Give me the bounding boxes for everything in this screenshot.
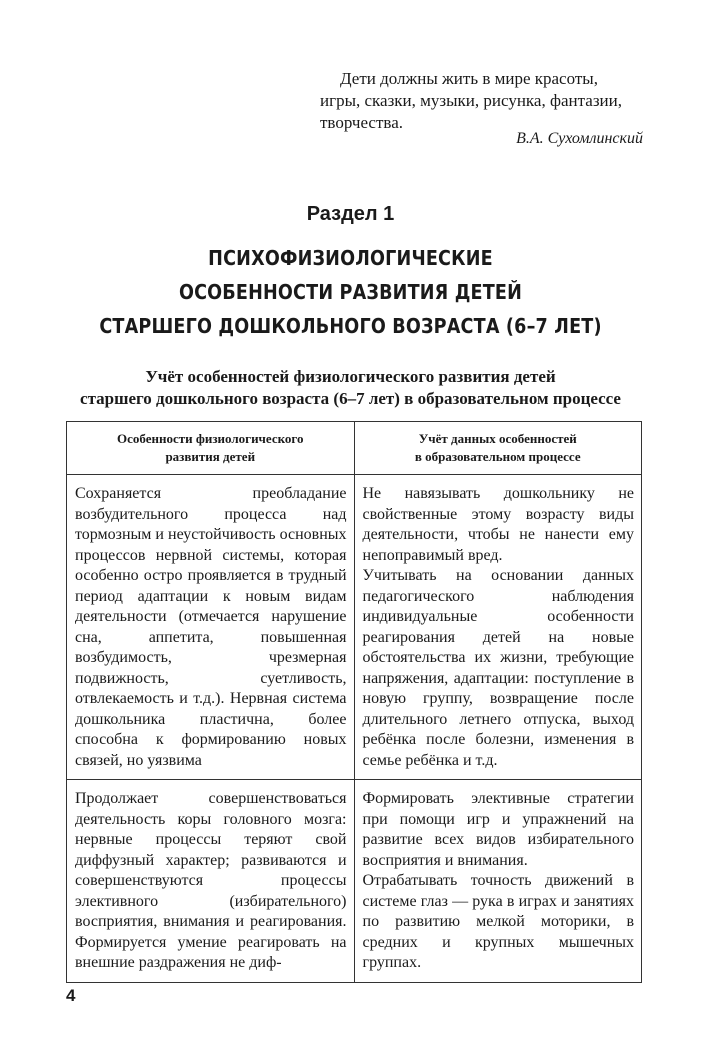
- cell-paragraph: Продолжает совершенствоваться деятельность коры головного мозга: нервные процессы теряют свой диффузный характер; развиваются и совершенствуются процессы элективного (избирательного) восприятия, внимания и реагирования. Формируется умение реагировать на внешние раздражения не диф-: [75, 790, 347, 971]
- table-row: [67, 780, 642, 983]
- header-line: в образовательном процессе: [414, 449, 581, 464]
- header-line: Особенности физиологического: [116, 431, 304, 446]
- table-cell-feature: [67, 780, 355, 983]
- column-header-consideration: [354, 422, 642, 475]
- epigraph-line: игры, сказки, музыки, рисунка, фантазии,: [320, 91, 622, 110]
- section-label: Раздел 1: [306, 203, 395, 225]
- cell-paragraph: Сохраняется преобладание возбудительного процесса над тормозным и неустойчивость основных процессов нервной системы, которая особенно остро проявляется в трудный период адаптации к новым видам деятельности (отмечается нарушение сна, аппетита, повышенная возбудимость, чрезмерная подвижность, суетливость, отвлекаемость и т.д.). Нервная система дошкольника пластична, более способна к формированию новых связей, но уязвима: [75, 485, 347, 769]
- table-cell-consideration: [354, 475, 642, 780]
- table-title: [0, 366, 701, 410]
- comparison-table: [66, 421, 642, 983]
- heading-line: ПСИХОФИЗИОЛОГИЧЕСКИЕ: [208, 246, 493, 270]
- header-line: Учёт данных особенностей: [418, 431, 577, 446]
- table-cell-feature: [67, 475, 355, 780]
- epigraph-line: творчества.: [320, 113, 404, 132]
- chapter-heading: [42, 241, 659, 343]
- epigraph: [320, 68, 650, 134]
- table-title-line: старшего дошкольного возраста (6–7 лет) в образовательном процессе: [80, 389, 621, 408]
- table-row: [67, 475, 642, 780]
- cell-paragraph: Учитывать на основании данных педагогического наблюдения индивидуальные особенности реагирования детей на новые обстоятельства их жизни, требующие напряжения, адаптации: поступление в новую группу, возвращение после длительного летнего отпуска, выход ребёнка после болезни, изменения в семье ребёнка и т.д.: [362, 567, 634, 769]
- cell-paragraph: Не навязывать дошкольнику не свойственные этому возрасту виды деятельности, чтобы не нанести ему непоправимый вред.: [362, 485, 634, 564]
- cell-paragraph: Формировать элективные стратегии при помощи игр и упражнений на развитие всех видов избирательного восприятия и внимания.: [362, 790, 634, 869]
- header-line: развития детей: [165, 449, 256, 464]
- cell-paragraph: Отрабатывать точность движений в системе глаз — рука в играх и занятиях по развитию мелкой моторики, в средних и крупных мышечных группах.: [362, 872, 634, 971]
- table-cell-consideration: [354, 780, 642, 983]
- table-header-row: [67, 422, 642, 475]
- column-header-features: [67, 422, 355, 475]
- page-number: 4: [66, 986, 76, 1005]
- heading-line: СТАРШЕГО ДОШКОЛЬНОГО ВОЗРАСТА (6–7 ЛЕТ): [99, 314, 602, 338]
- table-title-line: Учёт особенностей физиологического развития детей: [145, 367, 556, 386]
- epigraph-author: В.А. Сухомлинский: [516, 130, 643, 147]
- heading-line: ОСОБЕННОСТИ РАЗВИТИЯ ДЕТЕЙ: [178, 280, 523, 304]
- epigraph-line: Дети должны жить в мире красоты,: [340, 69, 598, 88]
